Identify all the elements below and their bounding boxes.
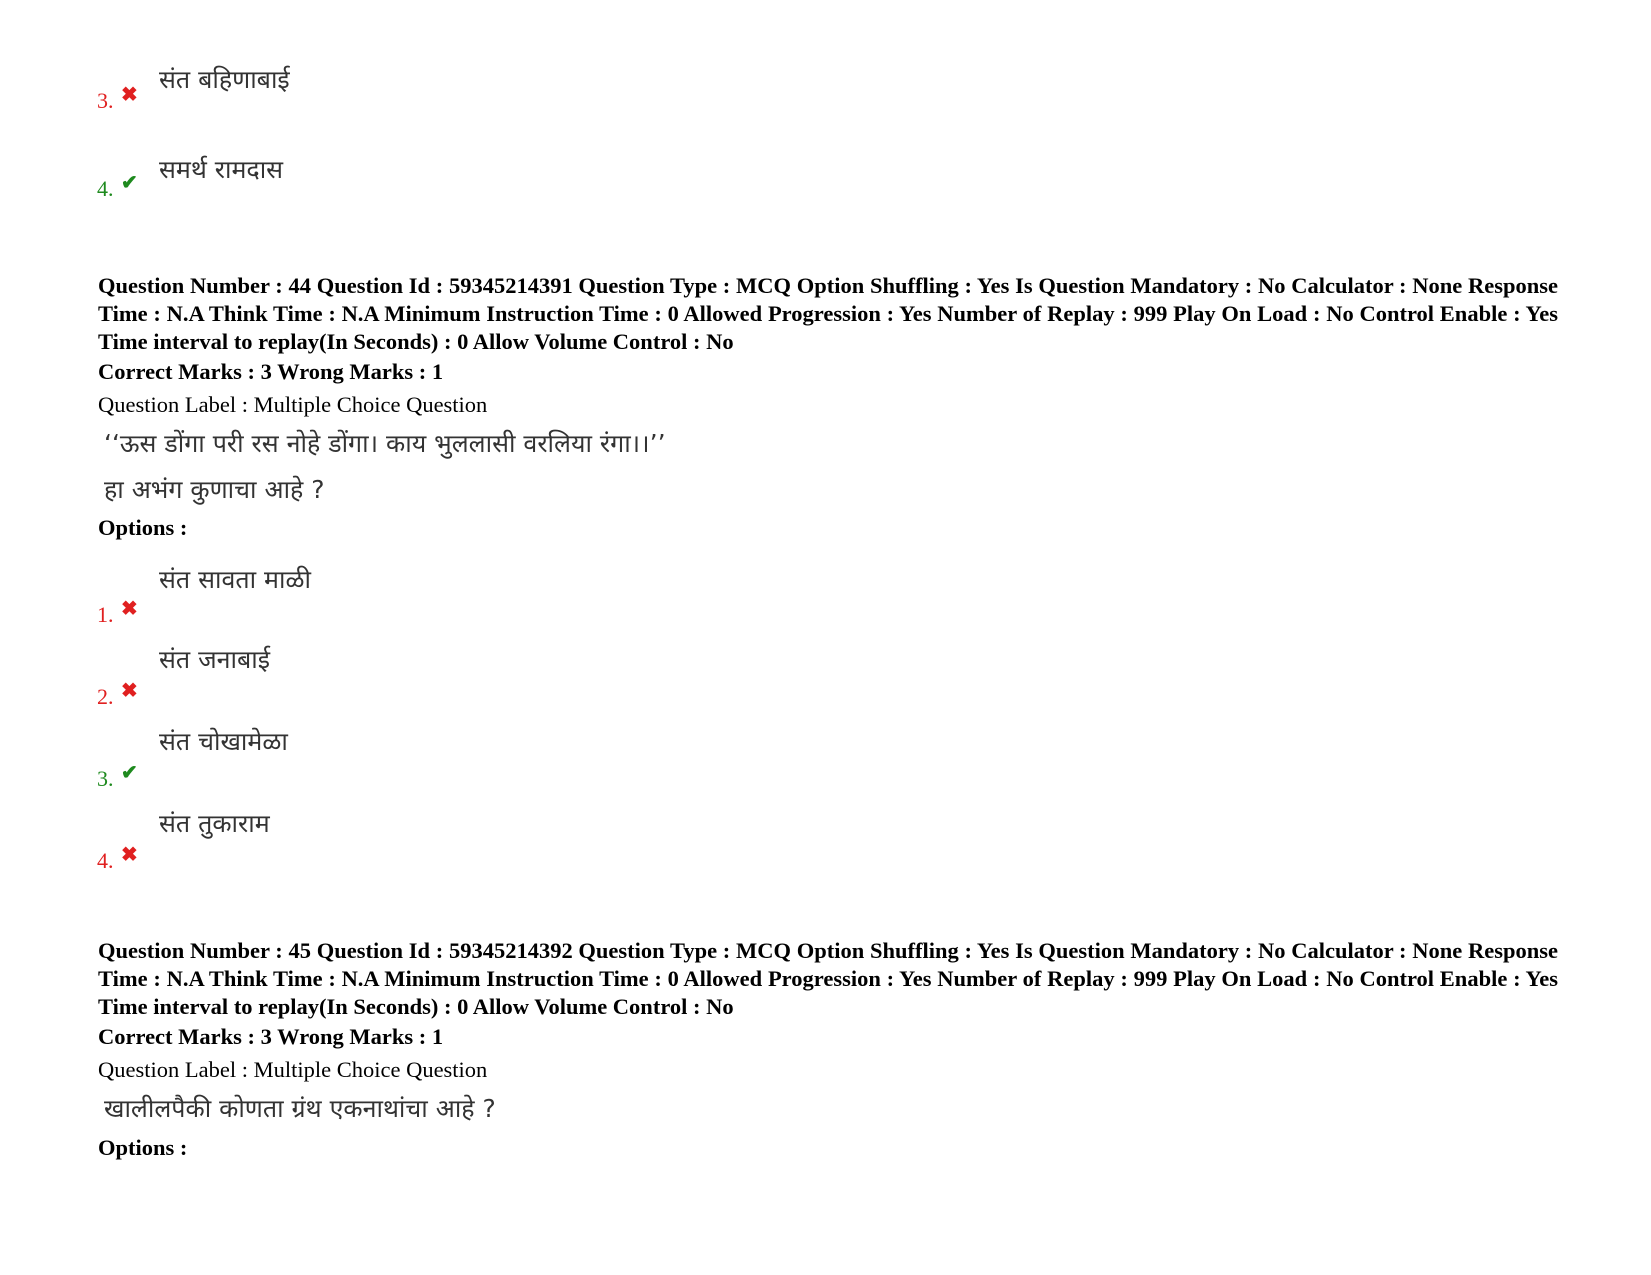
option-row [97,565,697,627]
option-number: 3. [97,88,114,113]
option-number: 2. [97,684,114,709]
option-number: 3. [97,766,114,791]
option-text: संत चोखामेळा [159,727,288,756]
question-marks: Correct Marks : 3 Wrong Marks : 1 [98,359,444,384]
option-row [97,154,697,204]
check-icon: ✔ [121,172,138,194]
question-label: Question Label : Multiple Choice Question [98,392,488,417]
question-text: हा अभंग कुणाचा आहे ? [104,475,325,504]
option-row [97,66,697,116]
option-row [97,809,697,873]
cross-icon: ✖ [121,844,138,866]
check-icon: ✔ [121,762,138,784]
question-marks: Correct Marks : 3 Wrong Marks : 1 [98,1024,444,1049]
option-text: संत बहिणाबाई [159,65,290,94]
cross-icon: ✖ [121,84,138,106]
option-text: समर्थ रामदास [159,155,284,184]
option-number: 4. [97,848,114,873]
option-row [97,727,697,791]
cross-icon: ✖ [121,680,138,702]
question-meta: Question Number : 44 Question Id : 59345214391 Question Type : MCQ Option Shuffling : Yes Is Question Mandatory : No Calculator : None Response Time : N.A Think Time : N.A Minimum Instruction Time : 0 Allowed Progression : Yes Number of Replay : 999 Play On Load : No Control Enable : Yes Time interval to replay(In Seconds) : 0 Allow Volume Control : No [98,273,1558,354]
options-label: Options : [98,1135,188,1160]
option-number: 4. [97,176,114,201]
option-text: संत सावता माळी [159,565,311,594]
option-text: संत जनाबाई [159,645,271,674]
question-meta: Question Number : 45 Question Id : 59345214392 Question Type : MCQ Option Shuffling : Yes Is Question Mandatory : No Calculator : None Response Time : N.A Think Time : N.A Minimum Instruction Time : 0 Allowed Progression : Yes Number of Replay : 999 Play On Load : No Control Enable : Yes Time interval to replay(In Seconds) : 0 Allow Volume Control : No [98,938,1558,1019]
option-row [97,645,697,709]
cross-icon: ✖ [121,598,138,620]
option-text: संत तुकाराम [159,809,270,838]
question-label: Question Label : Multiple Choice Question [98,1057,488,1082]
question-text: ‘‘ऊस डोंगा परी रस नोहे डोंगा। काय भुललासी वरलिया रंगा।।’’ [104,429,666,458]
question-text: खालीलपैकी कोणता ग्रंथ एकनाथांचा आहे ? [104,1094,496,1123]
option-number: 1. [97,602,114,627]
options-label: Options : [98,515,188,540]
